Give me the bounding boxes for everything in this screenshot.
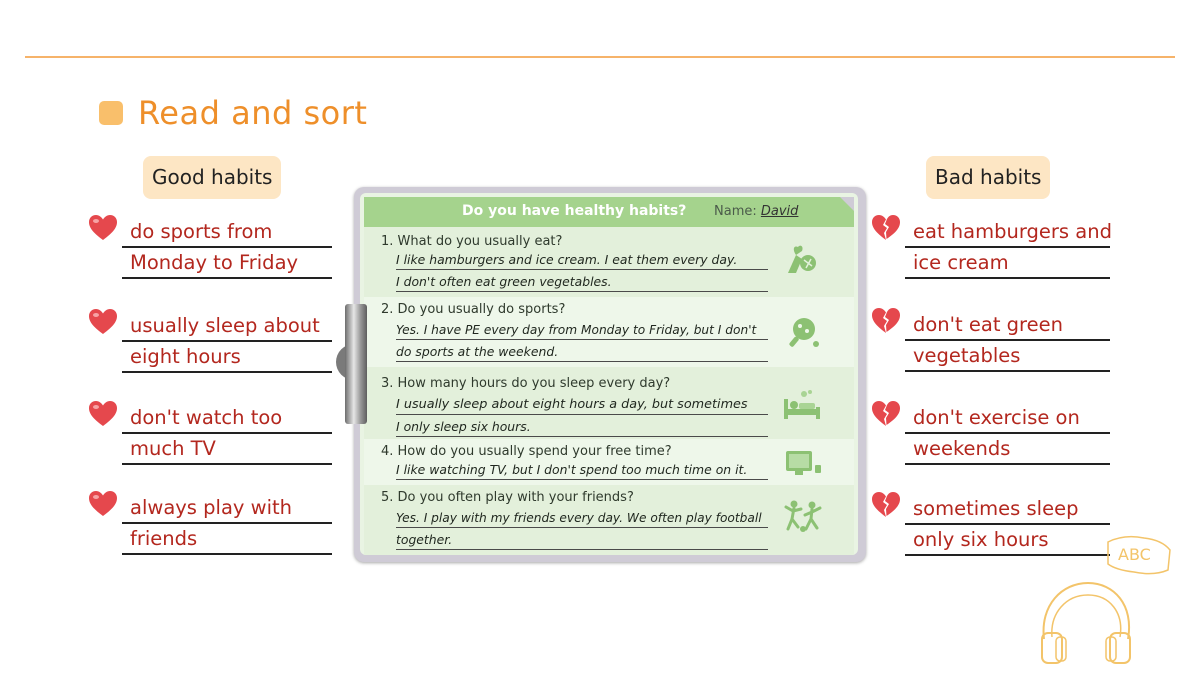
answer-text: Yes. I play with my friends every day. We often play football bbox=[396, 508, 768, 528]
bad-habit-answer-4 bbox=[905, 494, 1110, 556]
playing-kids-icon bbox=[784, 499, 824, 533]
broken-heart-icon bbox=[871, 400, 901, 428]
heart-icon bbox=[88, 400, 118, 428]
question-text: 5. Do you often play with your friends? bbox=[381, 490, 634, 505]
survey-header bbox=[364, 197, 854, 227]
answer-line: sometimes sleep bbox=[905, 494, 1110, 525]
question-text: 3. How many hours do you sleep every day? bbox=[381, 376, 671, 391]
answer-text: I like hamburgers and ice cream. I eat them every day. bbox=[396, 250, 768, 270]
tv-icon bbox=[784, 447, 824, 481]
question-block-2 bbox=[364, 297, 854, 367]
answer-text: together. bbox=[396, 530, 768, 550]
broken-heart-icon bbox=[871, 307, 901, 335]
answer-text: do sports at the weekend. bbox=[396, 342, 768, 362]
question-text: 4. How do you usually spend your free time? bbox=[381, 444, 672, 459]
abc-blocks-icon bbox=[1104, 532, 1174, 577]
bad-habits-label: Bad habits bbox=[926, 156, 1050, 199]
answer-line: do sports from bbox=[122, 217, 332, 248]
survey-card bbox=[354, 187, 866, 562]
headphones-icon bbox=[1032, 577, 1140, 669]
answer-line: eat hamburgers and bbox=[905, 217, 1110, 248]
answer-line: don't watch too bbox=[122, 403, 332, 434]
answer-line: don't exercise on bbox=[905, 403, 1110, 434]
survey-title: Do you have healthy habits? bbox=[462, 203, 687, 219]
bad-habit-answer-1 bbox=[905, 217, 1110, 279]
vegetables-icon bbox=[782, 243, 822, 277]
answer-line: friends bbox=[122, 524, 332, 555]
answer-line: always play with bbox=[122, 493, 332, 524]
question-block-1 bbox=[364, 227, 854, 297]
bed-icon bbox=[782, 389, 822, 423]
name-field bbox=[714, 204, 798, 219]
name-value: David bbox=[760, 204, 799, 219]
slide-title: Read and sort bbox=[138, 94, 368, 132]
broken-heart-icon bbox=[871, 214, 901, 242]
table-tennis-icon bbox=[784, 315, 824, 349]
answer-line: ice cream bbox=[905, 248, 1110, 279]
question-block-4 bbox=[364, 439, 854, 485]
good-habit-answer-1 bbox=[122, 217, 332, 279]
answer-text: I like watching TV, but I don't spend too much time on it. bbox=[396, 460, 768, 480]
answer-line: usually sleep about bbox=[122, 311, 332, 342]
abc-letters: ABC bbox=[1118, 545, 1151, 564]
top-divider bbox=[25, 56, 1175, 58]
answer-text: I usually sleep about eight hours a day, but sometimes bbox=[396, 395, 768, 415]
page-fold bbox=[840, 197, 854, 211]
answer-line: eight hours bbox=[122, 342, 332, 373]
answer-line: Monday to Friday bbox=[122, 248, 332, 279]
good-habit-answer-3 bbox=[122, 403, 332, 465]
answer-line: weekends bbox=[905, 434, 1110, 465]
good-habit-answer-2 bbox=[122, 311, 332, 373]
answer-line: much TV bbox=[122, 434, 332, 465]
good-habits-label: Good habits bbox=[143, 156, 281, 199]
answer-text: Yes. I have PE every day from Monday to Friday, but I don't bbox=[396, 320, 768, 340]
heart-icon bbox=[88, 214, 118, 242]
question-text: 2. Do you usually do sports? bbox=[381, 302, 566, 317]
answer-text: I only sleep six hours. bbox=[396, 417, 768, 437]
heart-icon bbox=[88, 308, 118, 336]
title-bullet bbox=[99, 101, 123, 125]
answer-line: only six hours bbox=[905, 525, 1110, 556]
answer-text: I don't often eat green vegetables. bbox=[396, 272, 768, 292]
clip-bar bbox=[345, 304, 367, 424]
survey-sheet bbox=[360, 193, 858, 555]
broken-heart-icon bbox=[871, 491, 901, 519]
bad-habit-answer-2 bbox=[905, 310, 1110, 372]
answer-line: don't eat green bbox=[905, 310, 1110, 341]
question-text: 1. What do you usually eat? bbox=[381, 234, 563, 249]
question-block-5 bbox=[364, 485, 854, 555]
good-habit-answer-4 bbox=[122, 493, 332, 555]
question-block-3 bbox=[364, 367, 854, 439]
answer-line: vegetables bbox=[905, 341, 1110, 372]
bad-habit-answer-3 bbox=[905, 403, 1110, 465]
heart-icon bbox=[88, 490, 118, 518]
name-label: Name: bbox=[714, 204, 757, 219]
